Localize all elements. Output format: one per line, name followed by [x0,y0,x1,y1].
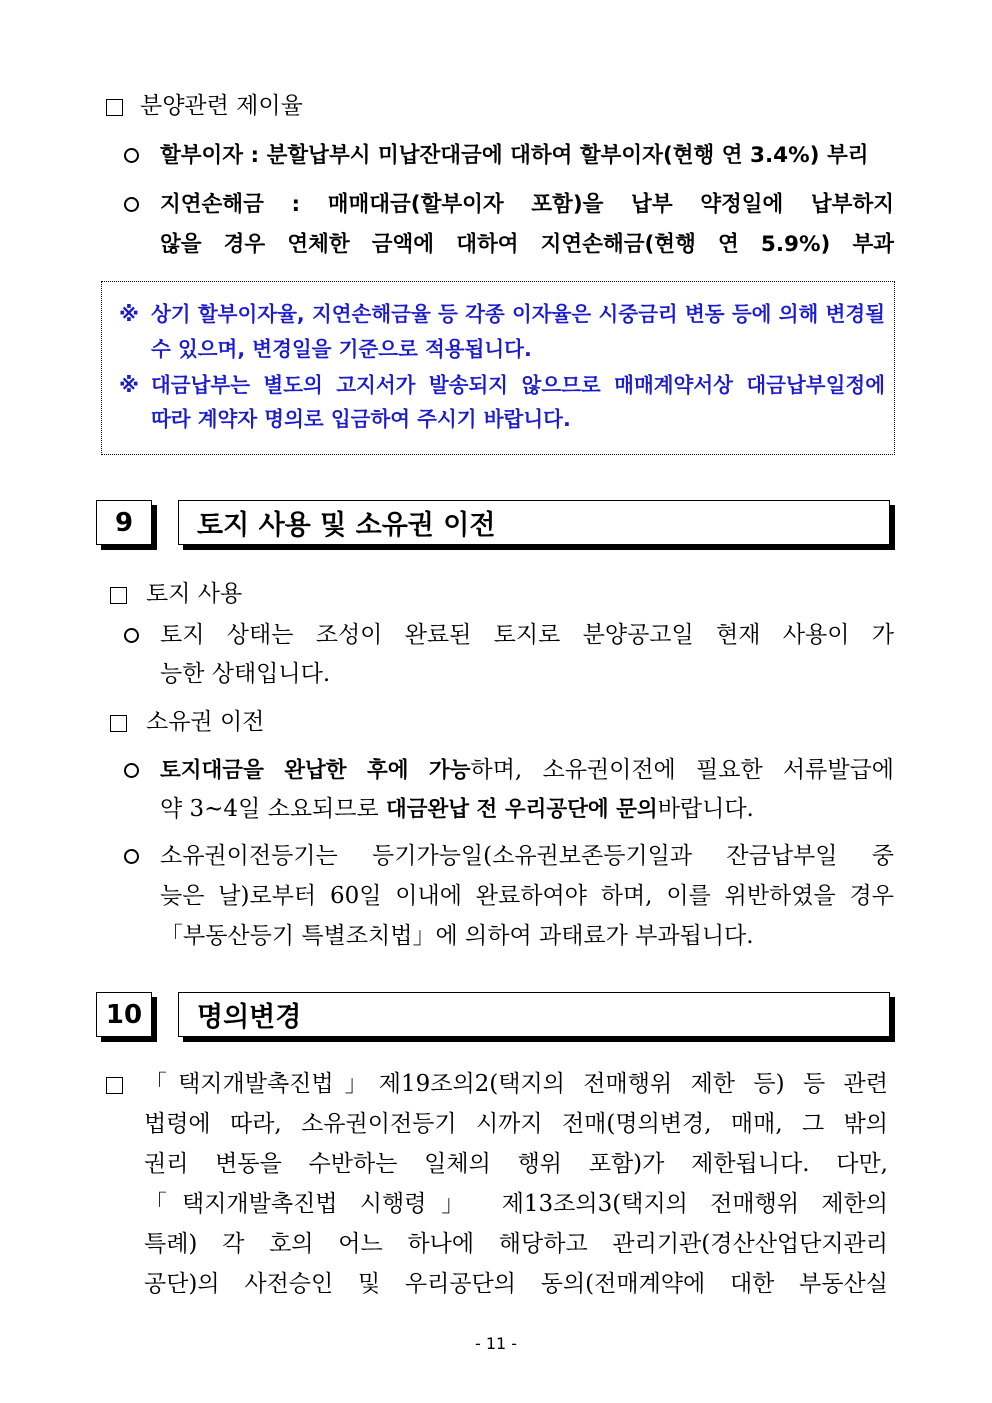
bullet-circle-icon [124,849,139,864]
ownership-item1-line2 [160,793,754,826]
ownership-heading: 소유권 이전 [146,709,265,735]
checkbox-square-icon [106,99,123,116]
land-use-heading: 토지 사용 [146,581,243,607]
section-9-number: 9 [96,500,152,545]
bullet-circle-icon [124,197,139,212]
name-change-line1: 「택지개발촉진법」제19조의2(택지의 전매행위 제한 등) 등 관련 [144,1071,888,1097]
checkbox-square-icon [110,715,127,732]
ownership-item1-post: 바랍니다. [657,796,754,822]
notice-item-1-line2: 수 있으며, 변경일을 기준으로 적용됩니다. [151,337,532,361]
ownership-item1-line1 [160,754,894,787]
top-heading: 분양관련 제이율 [140,93,303,119]
name-change-line2: 법령에 따라, 소유권이전등기 시까지 전매(명의변경, 매매, 그 밖의 [144,1111,888,1137]
ownership-item1-pre: 약 3~4일 소요되므로 [160,796,386,822]
land-use-text-line1: 토지 상태는 조성이 완료된 토지로 분양공고일 현재 사용이 가 [160,622,894,648]
name-change-line5: 특례) 각 호의 어느 하나에 해당하고 관리기관(경산산업단지관리 [144,1231,888,1257]
notice-item-2-line2: 따라 계약자 명의로 입금하여 주시기 바랍니다. [151,407,571,431]
name-change-line4: 「택지개발촉진법 시행령」 제13조의3(택지의 전매행위 제한의 [144,1191,888,1217]
notice-mark: ※ [119,302,139,326]
page-number: - 11 - [474,1334,518,1353]
installment-interest-text: 할부이자 : 분할납부시 미납잔대금에 대하여 할부이자(현행 연 3.4%) 부리 [160,143,869,168]
notice-item-1-line1: 상기 할부이자율, 지연손해금율 등 각종 이자율은 시중금리 변동 등에 의해 변경될 [151,302,885,326]
section-10-number: 10 [96,992,152,1037]
late-penalty-text-line2: 않을 경우 연체한 금액에 대하여 지연손해금(현행 연 5.9%) 부과 [160,232,894,257]
ownership-item2-line1: 소유권이전등기는 등기가능일(소유권보존등기일과 잔금납부일 중 [160,843,894,869]
bullet-circle-icon [124,148,139,163]
ownership-item2-line2: 늦은 날)로부터 60일 이내에 완료하여야 하며, 이를 위반하였을 경우 [160,883,894,909]
name-change-line3: 권리 변동을 수반하는 일체의 행위 포함)가 제한됩니다. 다만, [144,1151,888,1177]
section-9-title: 토지 사용 및 소유권 이전 [178,500,890,545]
ownership-item1-bold2: 대금완납 전 우리공단에 문의 [386,797,658,822]
name-change-line6: 공단)의 사전승인 및 우리공단의 동의(전매계약에 대한 부동산실 [144,1271,888,1297]
checkbox-square-icon [106,1077,123,1094]
ownership-item1-bold: 토지대금을 완납한 후에 가능 [160,758,471,783]
late-penalty-text-line1: 지연손해금 : 매매대금(할부이자 포함)을 납부 약정일에 납부하지 [160,192,894,217]
bullet-circle-icon [124,763,139,778]
ownership-item2-line3: 「부동산등기 특별조치법」에 의하여 과태료가 부과됩니다. [160,923,754,949]
bullet-circle-icon [124,628,139,643]
checkbox-square-icon [110,587,127,604]
ownership-item1-rest: 하며, 소유권이전에 필요한 서류발급에 [470,757,895,783]
section-10-title: 명의변경 [178,992,890,1037]
notice-item-2-line1: 대금납부는 별도의 고지서가 발송되지 않으므로 매매계약서상 대금납부일정에 [151,373,885,397]
land-use-text-line2: 능한 상태입니다. [160,661,331,687]
notice-box [101,281,895,455]
notice-mark: ※ [119,373,139,397]
